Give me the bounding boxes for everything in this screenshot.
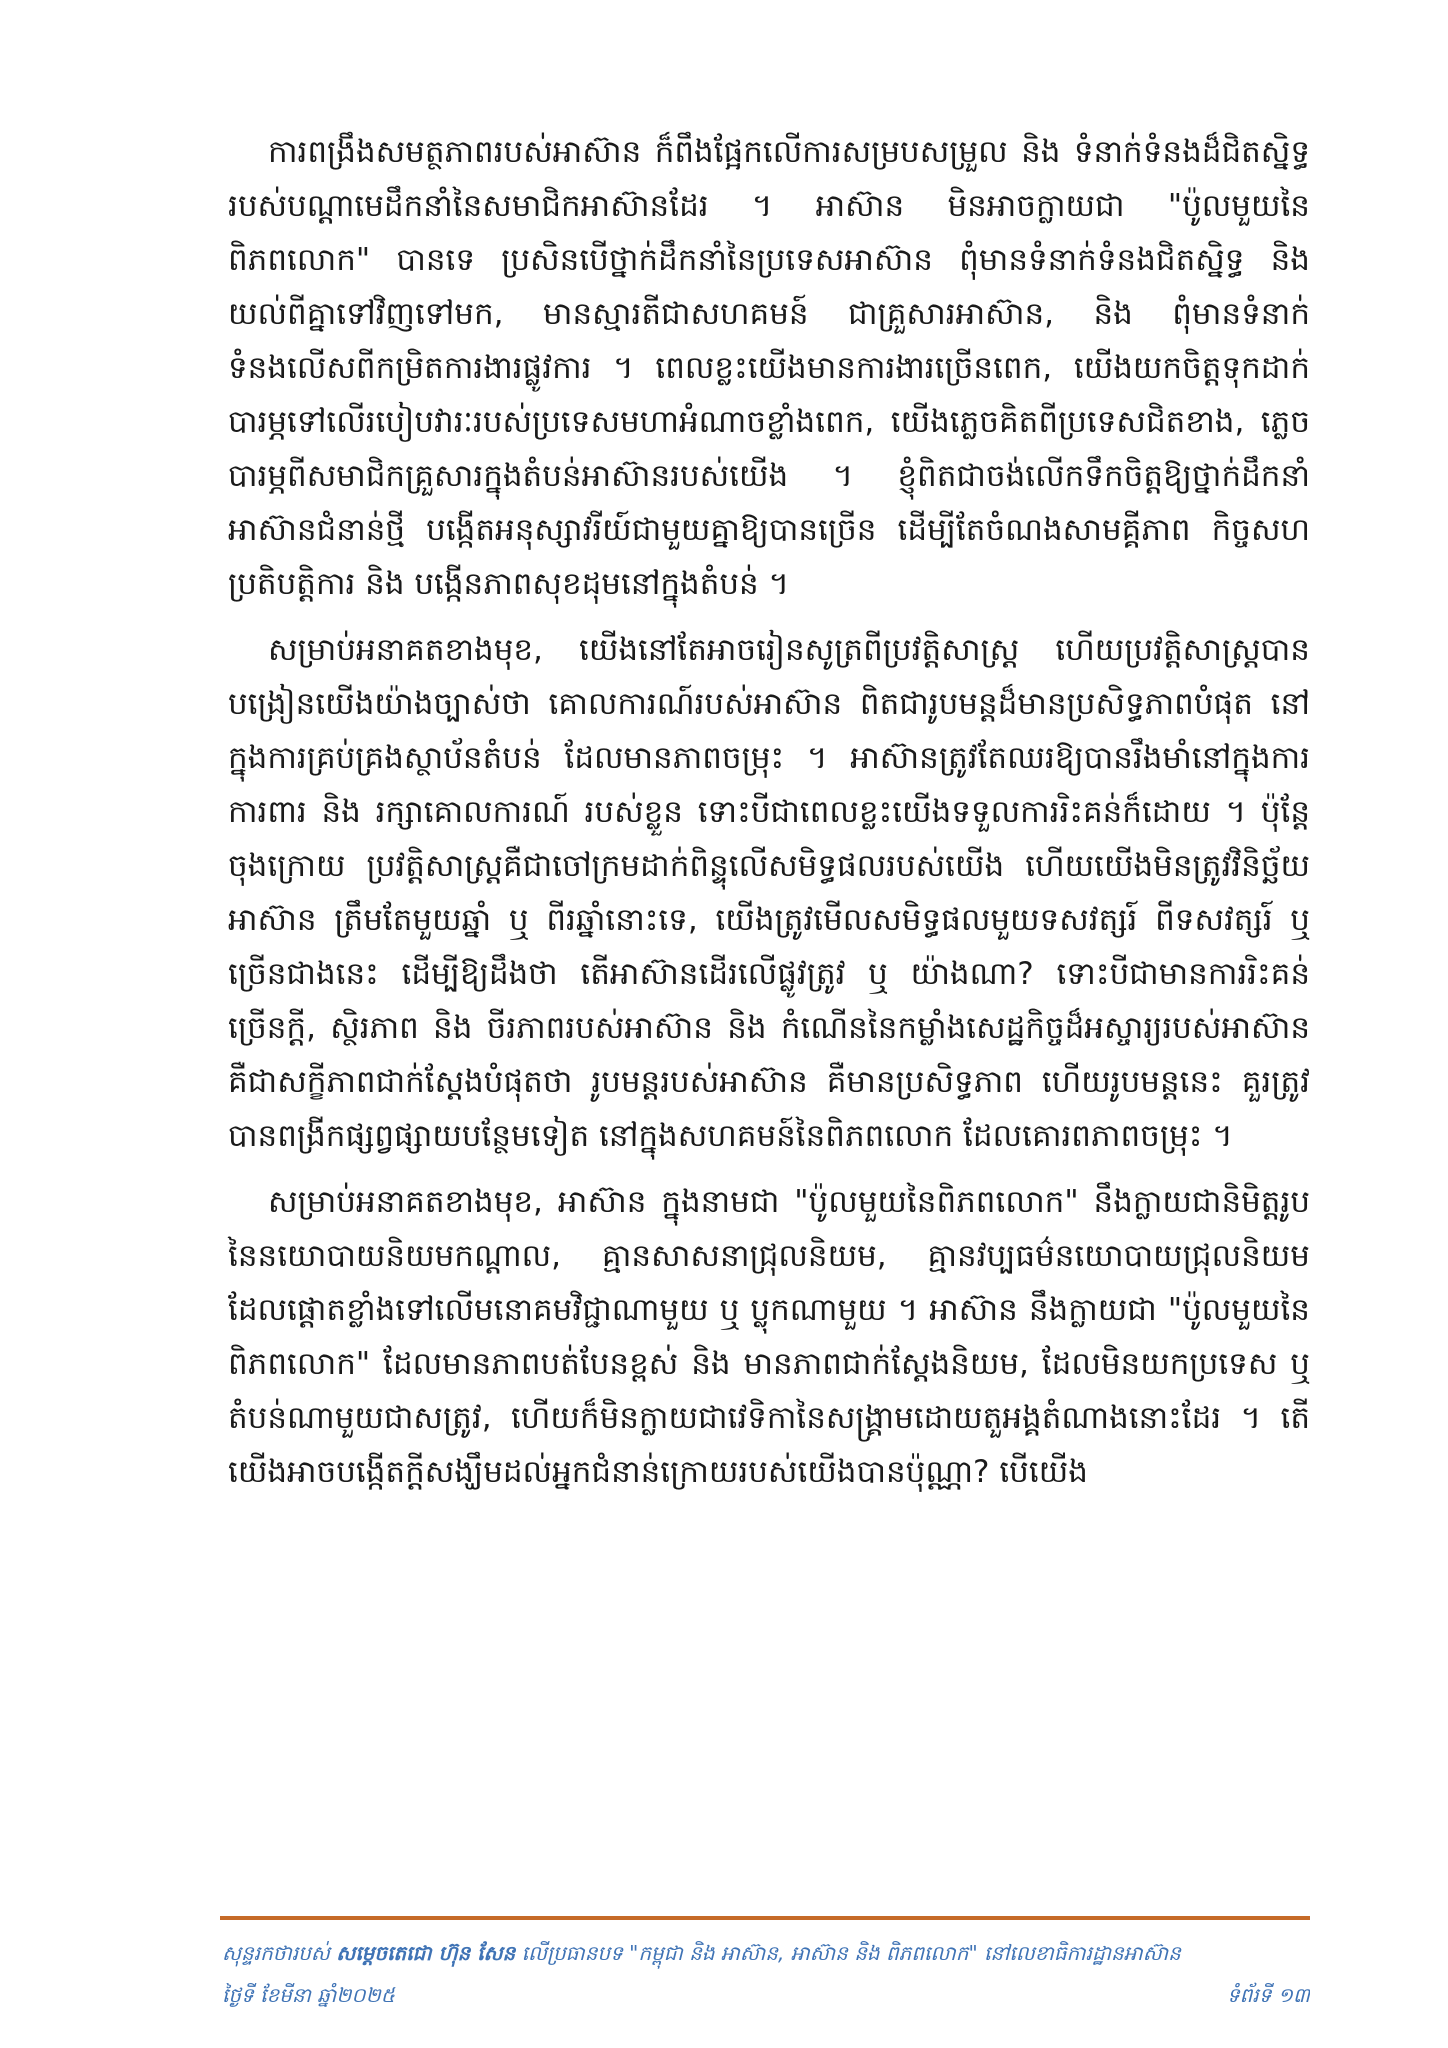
- footer-topic: លើប្រធានបទ "កម្ពុជា និង អាស៊ាន, អាស៊ាន និង ពិភពលោក" នៅលេខាធិការដ្ឋានអាស៊ាន: [515, 1941, 1181, 1965]
- footer-date: ថ្ងៃទី ខែមីនា ឆ្នាំ២០២៥: [222, 1983, 395, 2007]
- footer-meta: [222, 1982, 1310, 2012]
- page-number: ទំព័រទី ១៣: [1226, 1983, 1310, 2007]
- footer-prefix: សុន្ទរកថារបស់: [222, 1941, 337, 1965]
- paragraph-1: ការពង្រឹងសមត្ថភាពរបស់អាស៊ាន ក៏ពឹងផ្អែកលើការសម្របសម្រួល និង ទំនាក់ទំនងដ៏ជិតស្និទ្ធរបស់បណ្ដាមេដឹកនាំនៃសមាជិកអាស៊ានដែរ ។ អាស៊ាន មិនអាចក្លាយជា "ប៉ូលមួយនៃពិភពលោក" បានទេ ប្រសិនបើថ្នាក់ដឹកនាំនៃប្រទេសអាស៊ាន ពុំមានទំនាក់ទំនងជិតស្និទ្ធ និង យល់ពីគ្នាទៅវិញទៅមក, មានស្មារតីជាសហគមន៍ ជាគ្រួសារអាស៊ាន, និង ពុំមានទំនាក់ទំនងលើសពីកម្រិតការងារផ្លូវការ ។ ពេលខ្លះយើងមានការងារច្រើនពេក, យើងយកចិត្តទុកដាក់ បារម្ភទៅលើរបៀបវារៈរបស់ប្រទេសមហាអំណាចខ្លាំងពេក, យើងភ្លេចគិតពីប្រទេសជិតខាង, ភ្លេចបារម្ភពីសមាជិកគ្រួសារក្នុងតំបន់អាស៊ានរបស់យើង ។ ខ្ញុំពិតជាចង់លើកទឹកចិត្តឱ្យថ្នាក់ដឹកនាំអាស៊ានជំនាន់ថ្មី បង្កើតអនុស្សាវរីយ៍ជាមួយគ្នាឱ្យបានច្រើន ដើម្បីតែចំណងសាមគ្គីភាព កិច្ចសហប្រតិបត្តិការ និង បង្កើនភាពសុខដុមនៅក្នុងតំបន់ ។: [228, 134, 1310, 602]
- body-text: [228, 125, 1310, 1511]
- footer-speaker-name: សម្តេចតេជោ ហ៊ុន សែន: [336, 1941, 516, 1965]
- paragraph-2: សម្រាប់អនាគតខាងមុខ, យើងនៅតែអាចរៀនសូត្រពីប្រវត្តិសាស្ត្រ ហើយប្រវត្តិសាស្ត្របានបង្រៀនយើងយ៉ាងច្បាស់ថា គោលការណ៍របស់អាស៊ាន ពិតជារូបមន្តដ៏មានប្រសិទ្ធភាពបំផុត នៅក្នុងការគ្រប់គ្រងស្ថាប័នតំបន់ ដែលមានភាពចម្រុះ ។ អាស៊ានត្រូវតែឈរឱ្យបានរឹងមាំនៅក្នុងការការពារ និង រក្សាគោលការណ៍ របស់ខ្លួន ទោះបីជាពេលខ្លះយើងទទួលការរិះគន់ក៏ដោយ ។ ប៉ុន្តែ ចុងក្រោយ ប្រវត្តិសាស្ត្រគឺជាចៅក្រមដាក់ពិន្ទុលើសមិទ្ធផលរបស់យើង ហើយយើងមិនត្រូវវិនិច្ឆ័យអាស៊ាន ត្រឹមតែមួយឆ្នាំ ឬ ពីរឆ្នាំនោះទេ, យើងត្រូវមើលសមិទ្ធផលមួយទសវត្សរ៍ ពីទសវត្សរ៍ ឬ ច្រើនជាងនេះ ដើម្បីឱ្យដឹងថា តើអាស៊ានដើរលើផ្លូវត្រូវ ឬ យ៉ាងណា? ទោះបីជាមានការរិះគន់ច្រើនក្តី, ស្ថិរភាព និង ចីរភាពរបស់អាស៊ាន និង កំណើននៃកម្លាំងសេដ្ឋកិច្ចដ៏អស្ចារ្យរបស់អាស៊ាន គឺជាសក្ខីភាពជាក់ស្តែងបំផុតថា រូបមន្តរបស់អាស៊ាន គឺមានប្រសិទ្ធភាព ហើយរូបមន្តនេះ គួរត្រូវបានពង្រីកផ្សព្វផ្សាយបន្ថែមទៀត នៅក្នុងសហគមន៍នៃពិភពលោក ដែលគោរពភាពចម្រុះ ។: [228, 632, 1310, 1154]
- footer-divider: [220, 1916, 1310, 1920]
- footer-speech-title: [222, 1940, 1310, 1970]
- paragraph-3: សម្រាប់អនាគតខាងមុខ, អាស៊ាន ក្នុងនាមជា "ប៉ូលមួយនៃពិភពលោក" នឹងក្លាយជានិមិត្តរូបនៃនយោបាយនិយមកណ្តាល, គ្មានសាសនាជ្រុលនិយម, គ្មានវប្បធម៌នយោបាយជ្រុលនិយម ដែលផ្តោតខ្លាំងទៅលើមនោគមវិជ្ជាណាមួយ ឬ ប្លុកណាមួយ ។ អាស៊ាន នឹងក្លាយជា "ប៉ូលមួយនៃពិភពលោក" ដែលមានភាពបត់បែនខ្ពស់ និង មានភាពជាក់ស្តែងនិយម, ដែលមិនយកប្រទេស ឬ តំបន់ណាមួយជាសត្រូវ, ហើយក៏មិនក្លាយជាវេទិកានៃសង្គ្រាមដោយតួអង្គតំណាងនោះដែរ ។ តើយើងអាចបង្កើតក្តីសង្ឃឹមដល់អ្នកជំនាន់ក្រោយរបស់យើងបានប៉ុណ្ណា? បើយើង: [228, 1184, 1310, 1490]
